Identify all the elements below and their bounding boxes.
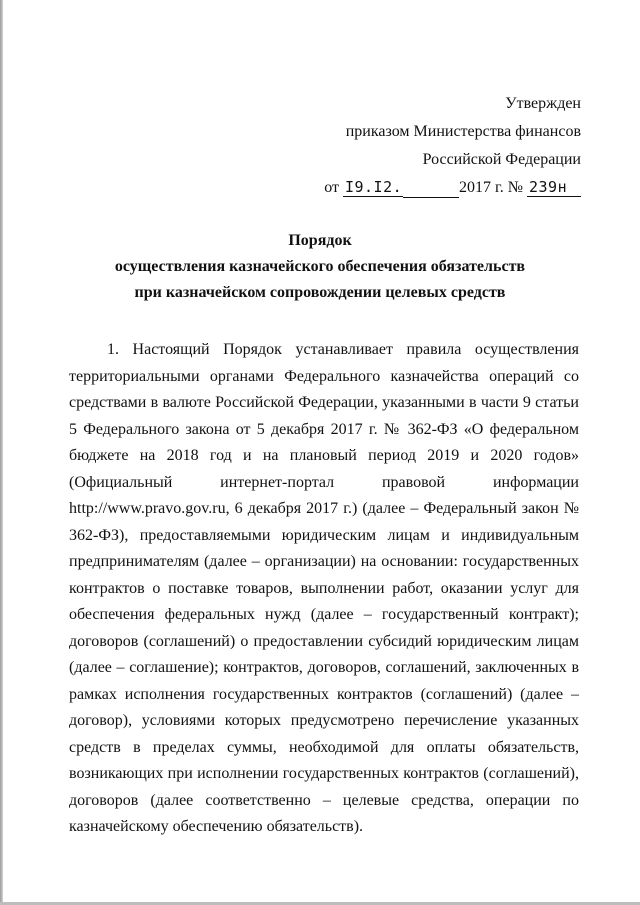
- paragraph-1: 1. Настоящий Порядок устанавливает правила осуществления территориальными органами Федерального казначейства операций со средствами в валюте Российской Федерации, указанными в части 9 статьи 5 Федерального закона от 5 декабря 2017 г. № 362-ФЗ «О федеральном бюджете на 2018 год и на плановый период 2019 и 2020 годов» (Официальный интернет-портал правовой информации http://www.pravo.gov.ru, 6 декабря 2017 г.) (далее – Федеральный закон № 362-ФЗ), предоставляемыми юридическим лицам и индивидуальным предпринимателям (далее – организации) на основании: государственных контрактов о поставке товаров, выполнении работ, оказании услуг для обеспечения федеральных нужд (далее – государственный контракт); договоров (соглашений) о предоставлении субсидий юридическим лицам (далее – соглашение); контрактов, договоров, соглашений, заключенных в рамках исполнения государственных контрактов (соглашений) (далее – договор), условиями которых предусмотрено перечисление указанных средств в пределах суммы, необходимой для оплаты обязательств, возникающих при исполнении государственных контрактов (соглашений), договоров (далее соответственно – целевые средства, операции по казначейскому обеспечению обязательств).: [69, 341, 579, 835]
- title-line-2: осуществления казначейского обеспечения обязательств: [114, 258, 526, 275]
- year-and-number-label: 2017 г. №: [458, 179, 523, 196]
- title-line-1: Порядок: [288, 232, 352, 249]
- handwritten-order-number: 239н: [527, 178, 581, 197]
- document-title: [60, 228, 580, 306]
- title-line-3: при казначейском сопровождении целевых средств: [134, 284, 506, 301]
- approval-label: Утвержден: [505, 95, 581, 112]
- approval-country: Российской Федерации: [422, 151, 581, 168]
- approval-date-line: [324, 174, 581, 202]
- approval-issuer: приказом Министерства финансов: [345, 123, 581, 140]
- handwritten-date: I9.I2.: [344, 178, 403, 196]
- date-blank-underline: [403, 179, 459, 198]
- document-body: [69, 337, 579, 841]
- approval-block: [324, 90, 581, 202]
- date-prefix: от: [324, 179, 339, 196]
- page-edge-shadow: [0, 0, 3, 905]
